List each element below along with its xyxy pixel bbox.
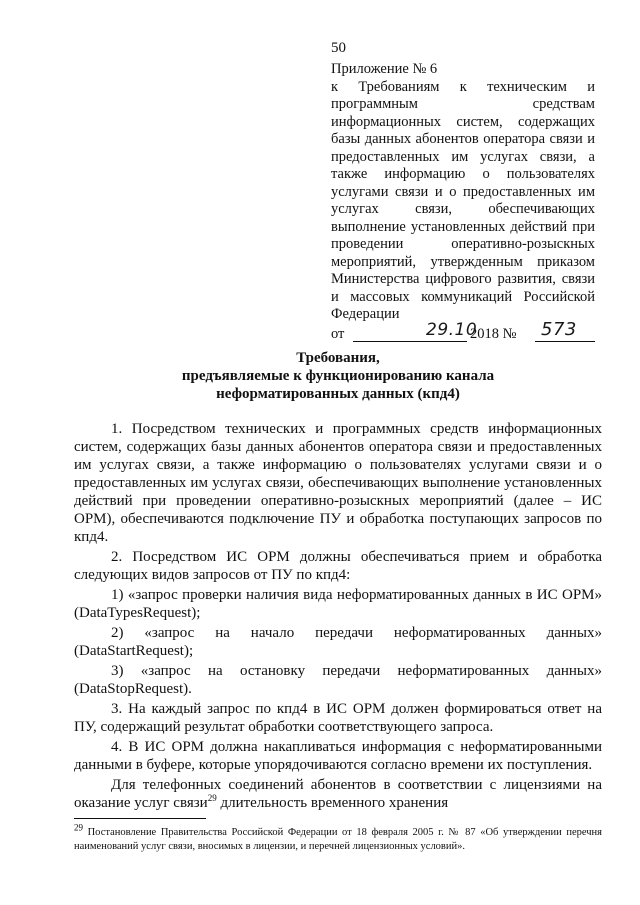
appendix-title: Приложение № 6 xyxy=(331,61,438,77)
paragraph-5-text: Для телефонных соединений абонентов в соответствии с лицензиями на оказание услуг связи xyxy=(74,777,602,811)
date-prefix: от xyxy=(331,325,345,342)
footnote xyxy=(74,822,602,854)
document-heading xyxy=(74,349,602,403)
footnote-mark: 29 xyxy=(74,822,83,833)
list-item-3: 3) «запрос на остановку передачи неформатированных данных» (DataStopRequest). xyxy=(74,663,602,697)
list-item-2: 2) «запрос на начало передачи неформатированных данных» (DataStartRequest); xyxy=(74,625,602,659)
appendix-body: к Требованиям к техническим и программным средствам информационных систем, содержащих базы данных абонентов оператора связи и предоставленных им услугах связи, а также информацию о пользователях услугами связи и о предоставленных им услугах связи, обеспечивающих выполнение установленных действий при проведении оперативно-розыскных мероприятий, утвержденным приказом Министерства цифрового развития, связи и массовых коммуникаций Российской Федерации xyxy=(331,78,595,322)
page-number: 50 xyxy=(331,40,346,56)
handwritten-date: 29.10 xyxy=(426,319,478,340)
footnote-reference[interactable]: 29 xyxy=(207,793,217,803)
handwritten-order-number: 573 xyxy=(541,318,577,340)
document-body xyxy=(74,420,602,812)
heading-line-3: неформатированных данных (кпд4) xyxy=(216,386,460,402)
paragraph-2: 2. Посредством ИС ОРМ должны обеспечиваться прием и обработка следующих видов запросов от ПУ по кпд4: xyxy=(74,549,602,583)
paragraph-4: 4. В ИС ОРМ должна накапливаться информация с неформатированными данными в буфере, которые упорядочиваются согласно времени их поступления. xyxy=(74,739,602,773)
paragraph-1: 1. Посредством технических и программных средств информационных систем, содержащих базы данных абонентов оператора связи и предоставленных им услугах связи, а также информацию о пользователях услугами связи и о предоставленных им услугах связи, обеспечивающих выполнение установленных действий при проведении оперативно-розыскных мероприятий (далее – ИС ОРМ), обеспечиваются подключение ПУ и обработка поступающих запросов по кпд4. xyxy=(74,421,602,545)
heading-line-1: Требования, xyxy=(296,350,380,366)
year-and-number-label: 2018 № xyxy=(470,325,517,342)
footnote-divider xyxy=(74,818,206,819)
list-item-1: 1) «запрос проверки наличия вида неформатированных данных в ИС ОРМ» (DataTypesRequest); xyxy=(74,587,602,621)
paragraph-5-continuation: длительность временного хранения xyxy=(216,795,449,811)
paragraph-3: 3. На каждый запрос по кпд4 в ИС ОРМ должен формироваться ответ на ПУ, содержащий результат обработки соответствующего запроса. xyxy=(74,701,602,735)
heading-line-2: предъявляемые к функционированию канала xyxy=(181,368,495,384)
paragraph-5 xyxy=(74,776,602,812)
approval-date-line xyxy=(331,318,595,344)
footnote-text: Постановление Правительства Российской Федерации от 18 февраля 2005 г. № 87 «Об утверждении перечня наименований услуг связи, вносимых в лицензии, и перечней лицензионных условий». xyxy=(74,827,602,852)
appendix-header xyxy=(331,61,595,344)
